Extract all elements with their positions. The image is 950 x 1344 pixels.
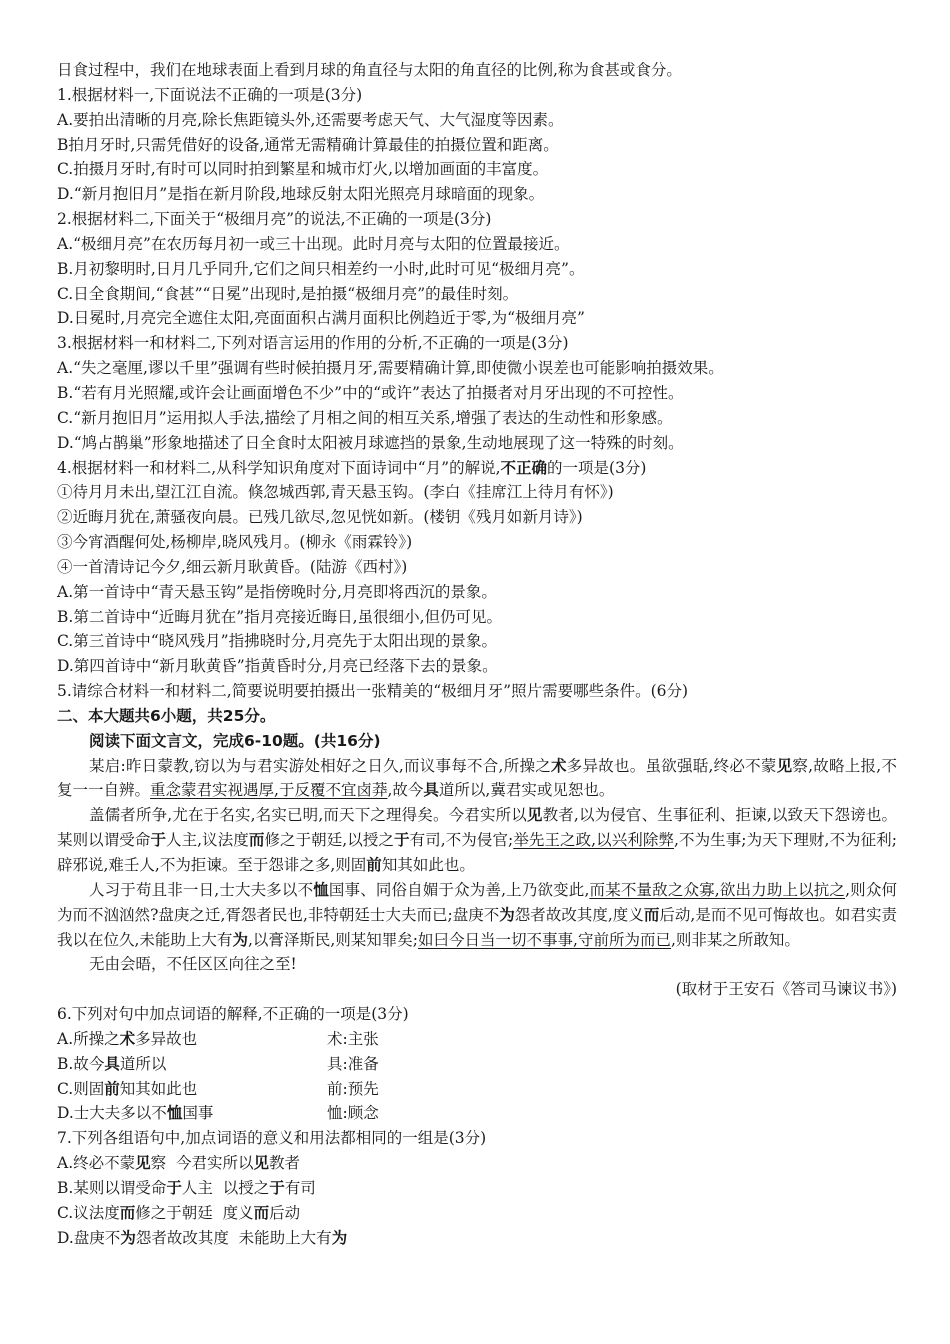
text-segment: 道所以,冀君实或见恕也。 [438, 781, 615, 800]
q2-option-c: C.日全食期间,“食甚”“日冕”出现时,是拍摄“极细月亮”的最佳时刻。 [57, 284, 519, 303]
text-segment: 为 [331, 1228, 348, 1247]
q7-option-b [57, 1176, 897, 1201]
q4-option-a: A.第一首诗中“青天悬玉钩”是指傍晚时分,月亮即将西沉的景象。 [57, 582, 497, 601]
q4-emphasis: 不正确 [500, 458, 548, 477]
text-segment: 后动,是而不见可悔故也。如君实责我以在位久,未能助上大有 [57, 905, 897, 949]
text-segment: 人习于苟且非一日,士大夫多以不 [89, 880, 314, 899]
section-2-subtitle: 阅读下面文言文，完成6-10题。(共16分) [89, 731, 381, 750]
underlined-sentence: 重念蒙君实视遇厚,于反覆不宜卤莽 [150, 781, 388, 800]
text-segment: 盖儒者所争,尤在于名实,名实已明,而天下之理得矣。今君实所以 [89, 806, 527, 825]
text-segment: A.终必不蒙 [57, 1154, 136, 1173]
text-segment: 国事 [182, 1104, 214, 1123]
text-segment: 4.根据材料一和材料二,从科学知识角度对下面诗词中“月”的解说, [57, 458, 501, 477]
text-segment: 于 [269, 1178, 285, 1197]
text-segment: 某启:昨日蒙教,窃以为与君实游处相好之日久,而议事每不合,所操之 [89, 756, 551, 775]
text-segment: 恤:顾念 [327, 1104, 379, 1123]
dotted-word: 前 [366, 856, 382, 874]
dotted-word: 于 [150, 831, 167, 850]
q2-option-a: A.“极细月亮”在农历每月初一或三十出现。此时月亮与太阳的位置最接近。 [57, 234, 570, 253]
text-segment: 国事、同俗自媚于众为善,上乃欲变此, [328, 880, 590, 899]
q3-option-d: D.“鸠占鹊巢”形象地描述了日全食时太阳被月球遮挡的景象,生动地展现了这一特殊的时刻。 [57, 433, 684, 452]
text-segment: 察 今君实所以 [150, 1154, 254, 1173]
text-segment: C.则固 [57, 1079, 105, 1098]
passage-paragraph-1 [57, 754, 897, 804]
q4-poem-1: ①待月月未出,望江江自流。倏忽城西郭,青天悬玉钩。(李白《挂席江上待月有怀》) [57, 483, 614, 502]
text-segment: 见 [135, 1154, 151, 1173]
q6-option-a [57, 1027, 897, 1052]
text-segment: 教者 [269, 1154, 301, 1173]
q4-option-b: B.第二首诗中“近晦月犹在”指月亮接近晦日,虽很细小,但仍可见。 [57, 607, 503, 626]
dotted-word: 见 [776, 756, 793, 775]
dotted-word: 于 [394, 831, 410, 850]
text-segment: ,以膏泽斯民,则某知罪矣; [247, 930, 419, 949]
text-segment: 恤 [166, 1104, 183, 1123]
text-segment: 多异故也。虽欲强聒,终必不蒙 [566, 756, 777, 775]
text-segment: 前 [104, 1079, 120, 1098]
q4-stem [57, 456, 897, 481]
q2-option-b: B.月初黎明时,日月几乎同升,它们之间只相差约一小时,此时可见“极细月亮”。 [57, 259, 585, 278]
passage-paragraph-3 [57, 878, 897, 953]
passage-paragraph-4: 无由会晤，不任区区向往之至! [89, 955, 297, 974]
text-segment: 教者,以为侵官、生事征利、拒谏,以致天下怨谤也。某则以谓受命 [57, 806, 897, 850]
dotted-word: 具 [423, 781, 439, 800]
text-segment: 于 [166, 1178, 182, 1197]
q1-option-c: C.拍摄月牙时,有时可以同时拍到繁星和城市灯火,以增加画面的丰富度。 [57, 160, 549, 179]
text-segment: ,则非某之所敢知。 [670, 930, 800, 949]
text-segment: 具 [104, 1054, 120, 1073]
q3-option-b: B.“若有月光照耀,或许会让画面增色不少”中的“或许”表达了拍摄者对月牙出现的不可控性。 [57, 383, 684, 402]
q1-stem: 1.根据材料一,下面说法不正确的一项是(3分) [57, 85, 363, 104]
text-segment: 后动 [269, 1203, 301, 1222]
text-segment: 而 [119, 1203, 136, 1222]
exam-page [57, 58, 897, 1251]
text-segment: 为 [120, 1228, 136, 1247]
text-segment: 怨者故改其度,度义 [514, 905, 644, 924]
text-segment: 人主,议法度 [166, 831, 249, 850]
text-segment: 人主 以授之 [181, 1178, 270, 1197]
q4-option-d: D.第四首诗中“新月耿黄昏”指黄昏时分,月亮已经落下去的景象。 [57, 657, 498, 676]
dotted-word: 术 [550, 756, 567, 775]
text-segment: D.盘庚不 [57, 1228, 121, 1247]
text-segment: A.所操之 [57, 1029, 120, 1048]
text-segment: C.议法度 [57, 1203, 120, 1222]
q7-option-a [57, 1151, 897, 1176]
dotted-word: 见 [526, 806, 543, 825]
q7-option-c [57, 1201, 897, 1226]
q6-option-b [57, 1052, 897, 1077]
q2-stem: 2.根据材料二,下面关于“极细月亮”的说法,不正确的一项是(3分) [57, 210, 492, 229]
q6-option-d [57, 1101, 897, 1126]
text-segment: 察,故略上报,不复一一自辨。 [57, 756, 897, 800]
q7-stem: 7.下列各组语句中,加点词语的意义和用法都相同的一组是(3分) [57, 1129, 487, 1148]
q4-poem-2: ②近晦月犹在,萧骚夜向晨。已残几欲尽,忽见恍如新。(楼钥《残月如新月诗》) [57, 508, 583, 527]
q2-option-d: D.日冕时,月亮完全遮住太阳,亮面面积占满月面积比例趋近于零,为“极细月亮” [57, 309, 585, 328]
dotted-word: 而 [248, 831, 265, 850]
q6-option-c [57, 1077, 897, 1102]
q3-option-c: C.“新月抱旧月”运用拟人手法,描绘了月相之间的相互关系,增强了表达的生动性和形象感。 [57, 408, 673, 427]
dotted-word: 为 [232, 930, 248, 949]
text-segment: B.故今 [57, 1054, 105, 1073]
text-segment: 修之于朝廷,以授之 [264, 831, 395, 850]
text-segment: ,故今 [387, 781, 424, 800]
text-segment: ,不为生事;为天下理财,不为征利;辟邪说,难壬人,不为拒谏。至于怨诽之多,则固 [57, 831, 897, 874]
q4-poem-3: ③今宵酒醒何处,杨柳岸,晓风残月。(柳永《雨霖铃》) [57, 533, 413, 552]
underlined-sentence: 举先王之政,以兴利除弊 [513, 831, 675, 850]
text-segment: 见 [253, 1154, 270, 1173]
dotted-word: 为 [499, 905, 515, 924]
text-segment: B.某则以谓受命 [57, 1178, 167, 1197]
passage-paragraph-2 [57, 803, 897, 878]
text-segment: 的一项是(3分) [547, 458, 647, 477]
text-segment: 前:预先 [327, 1079, 379, 1098]
q3-stem: 3.根据材料一和材料二,下列对语言运用的作用的分析,不正确的一项是(3分) [57, 334, 569, 353]
text-segment: 有司 [284, 1178, 316, 1197]
underlined-sentence: 而某不量敌之众寡,欲出力助上以抗之 [589, 880, 846, 899]
q1-option-b: B拍月牙时,只需凭借好的设备,通常无需精确计算最佳的拍摄位置和距离。 [57, 135, 559, 154]
section-2-title: 二、本大题共6小题，共25分。 [57, 706, 276, 725]
text-segment: 术:主张 [327, 1029, 379, 1048]
text-segment: 术 [119, 1029, 136, 1048]
q6-stem: 6.下列对句中加点词语的解释,不正确的一项是(3分) [57, 1005, 409, 1024]
dotted-word: 恤 [313, 880, 329, 899]
dotted-word: 而 [643, 905, 660, 924]
q1-option-d: D.“新月抱旧月”是指在新月阶段,地球反射太阳光照亮月球暗面的现象。 [57, 185, 545, 204]
text-segment: 具:准备 [327, 1054, 379, 1073]
text-segment: 知其如此也。 [381, 856, 475, 874]
intro-line: 日食过程中，我们在地球表面上看到月球的角直径与太阳的角直径的比例,称为食甚或食分。 [57, 61, 682, 79]
text-segment: 修之于朝廷 度义 [135, 1203, 254, 1222]
text-segment: 道所以 [119, 1054, 167, 1073]
text-segment: ,则众何为而不汹汹然?盘庚之迁,胥怨者民也,非特朝廷士大夫而已;盘庚不 [57, 880, 897, 924]
underlined-sentence: 如曰今日当一切不事事,守前所为而已 [418, 930, 671, 949]
text-segment: 知其如此也 [119, 1079, 198, 1098]
text-segment: 多异故也 [135, 1029, 198, 1048]
q1-option-a: A.要拍出清晰的月亮,除长焦距镜头外,还需要考虑天气、大气湿度等因素。 [57, 110, 564, 129]
text-segment: 而 [253, 1203, 270, 1222]
q7-option-d [57, 1226, 897, 1251]
q4-option-c: C.第三首诗中“晓风残月”指拂晓时分,月亮先于太阳出现的景象。 [57, 632, 498, 651]
q3-option-a: A.“失之毫厘,谬以千里”强调有些时候拍摄月牙,需要精确计算,即使微小误差也可能影响拍摄效果。 [57, 359, 724, 378]
text-segment: D.士大夫多以不 [57, 1104, 167, 1123]
q5-stem: 5.请综合材料一和材料二,简要说明要拍摄出一张精美的“极细月牙”照片需要哪些条件。(6分) [57, 682, 689, 701]
text-segment: 有司,不为侵官; [409, 831, 514, 850]
passage-source: (取材于王安石《答司马谏议书》) [675, 980, 897, 999]
q4-poem-4: ④一首清诗记今夕,细云新月耿黄昏。(陆游《西村》) [57, 557, 408, 576]
text-segment: 怨者故改其度 未能助上大有 [135, 1228, 332, 1247]
